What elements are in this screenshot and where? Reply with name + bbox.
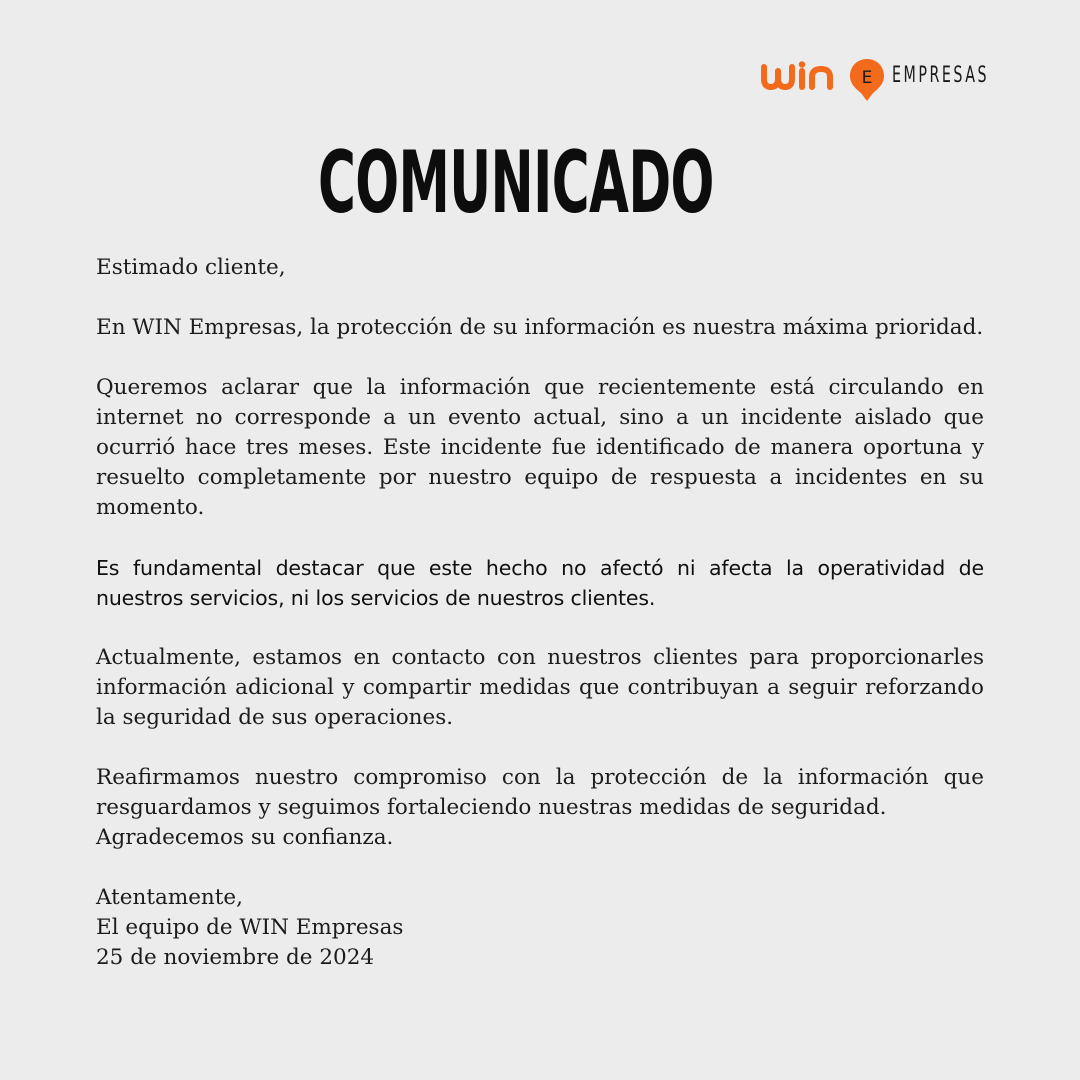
thanks-text: Agradecemos su confianza.: [96, 825, 394, 850]
page-title-text: COMUNICADO: [318, 133, 714, 233]
logo-division-text: EMPRESAS: [892, 63, 990, 88]
signature-block: [96, 883, 984, 973]
statement-body: [96, 253, 984, 973]
signature-team: El equipo de WIN Empresas: [96, 915, 404, 940]
greeting: Estimado cliente,: [96, 255, 286, 280]
commitment-text: Reafirmamos nuestro compromiso con la protección de la información que resguardamos y seguimos fortaleciendo nuestras medidas de seguridad.: [96, 765, 984, 820]
signature-date: 25 de noviembre de 2024: [96, 945, 375, 970]
paragraph-operations: Es fundamental destacar que este hecho no afectó ni afecta la operatividad de nuestros servicios, ni los servicios de nuestros clientes.: [96, 556, 984, 610]
signature-closing: Atentamente,: [96, 885, 243, 910]
paragraph-contact: Actualmente, estamos en contacto con nuestros clientes para proporcionarles información adicional y compartir medidas que contribuyan a seguir reforzando la seguridad de sus operaciones.: [96, 645, 984, 730]
paragraph-priority: En WIN Empresas, la protección de su información es nuestra máxima prioridad.: [96, 315, 984, 340]
paragraph-incident: Queremos aclarar que la información que recientemente está circulando en internet no corresponde a un evento actual, sino a un incidente aislado que ocurrió hace tres meses. Este incidente fue identificado de manera oportuna y resuelto completamente por nuestro equipo de respuesta a incidentes en su momento.: [96, 375, 984, 520]
map-pin-icon: [848, 57, 886, 103]
win-logo-icon: [760, 61, 842, 91]
paragraph-commitment: [96, 763, 984, 853]
page-title: [0, 133, 1032, 233]
svg-text:E: E: [861, 68, 873, 88]
brand-logo: [760, 52, 1027, 100]
